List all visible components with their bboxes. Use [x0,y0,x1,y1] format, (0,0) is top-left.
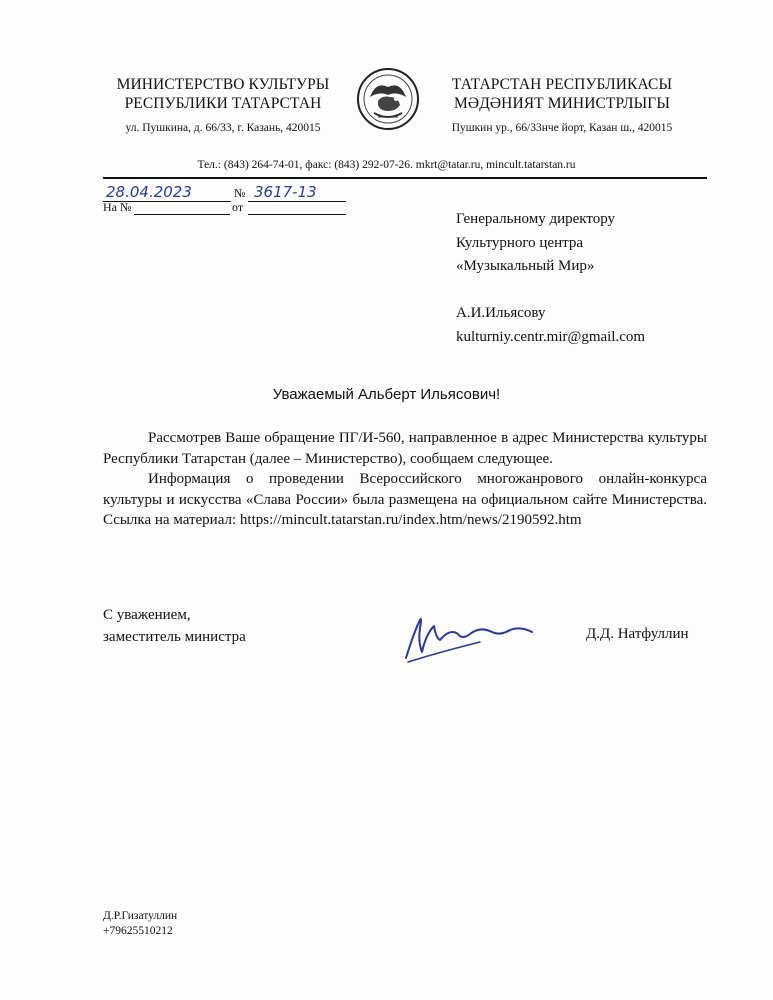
paragraph-2: Информация о проведении Всероссийского многожанрового онлайн-конкурса культуры и искусства «Слава России» была размещена на официальном сайте Министерства. Ссылка на материал: https://mincult.tatarstan.ru/index.htm/news/2190592.htm [103,471,707,528]
na-number-label: На № [103,200,132,214]
ministry-name-ru [105,75,341,113]
ministry-name-ru-line1: МИНИСТЕРСТВО КУЛЬТУРЫ [116,76,330,93]
salutation: Уважаемый Альберт Ильясович! [272,386,501,403]
ot-line [248,214,346,215]
recipient-email: kulturniy.centr.mir@gmail.com [456,328,646,345]
executor-name: Д.Р.Гизатуллин [103,910,178,922]
contacts-line: Тел.: (843) 264-74-01, факс: (843) 292-07-26. mkrt@tatar.ru, mincult.tatarstan.ru [197,159,576,171]
executor-block [103,909,177,939]
signer-name: Д.Д. Натфуллин [586,626,689,642]
handwritten-signature-icon [400,612,540,668]
recipient-line2: Культурного центра [456,234,583,251]
recipient-line1: Генеральному директору [456,211,616,227]
na-number-line [134,214,230,215]
registration-date: 28.04.2023 [106,183,192,201]
number-underline [248,201,346,202]
ot-label: от [232,200,244,214]
ministry-address-tt: Пушкин ур., 66/33нче йорт, Казан ш., 420015 [451,122,673,134]
letter-body [103,428,707,531]
recipient-block [456,208,645,349]
ministry-name-tt [436,75,688,113]
recipient-line3: «Музыкальный Мир» [456,258,595,274]
recipient-name: А.И.Ильясову [456,305,546,321]
executor-phone: +79625510212 [103,925,173,937]
registration-number: 3617-13 [254,183,317,201]
closing: С уважением, [103,607,191,623]
registration-number-sign: № [234,186,246,200]
ministry-address-ru: ул. Пушкина, д. 66/33, г. Казань, 420015 [125,122,321,134]
ministry-name-tt-line1: ТАТАРСТАН РЕСПУБЛИКАСЫ [451,76,673,93]
header-divider [103,177,707,179]
closing-block [103,604,246,648]
tatarstan-emblem-icon [356,67,420,131]
signer-position: заместитель министра [103,629,246,645]
paragraph-1: Рассмотрев Ваше обращение ПГ/И-560, направленное в адрес Министерства культуры Республики Татарстан (далее – Министерство), сообщаем следующее. [103,430,707,467]
ministry-name-tt-line2: МӘДӘНИЯТ МИНИСТРЛЫГЫ [454,95,670,112]
ministry-name-ru-line2: РЕСПУБЛИКИ ТАТАРСТАН [124,95,322,112]
